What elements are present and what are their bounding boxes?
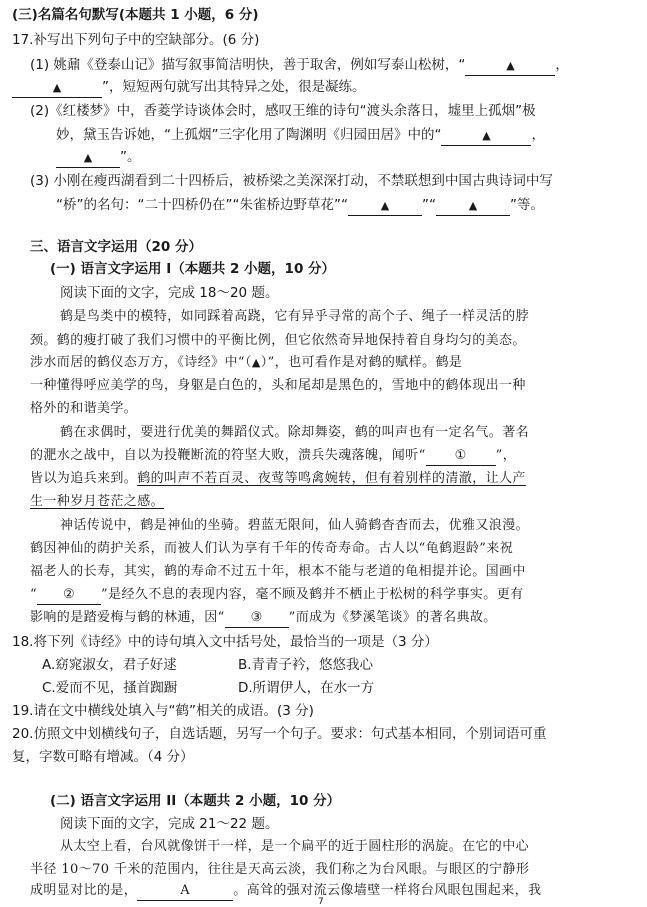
passage-line: 半径 10～70 千米的范围内，往往是天高云淡，我们称之为台风眼。与眼区的宁静形 (30, 862, 530, 877)
q17-item-3-cont: “桥”的名句：“二十四桥仍在”“朱雀桥边野草花”“ ▲ ”“ ▲ ”等。 (56, 196, 544, 216)
subsection-title-2: (二) 语言文字运用 II（本题共 2 小题，10 分） (50, 793, 341, 809)
subsection-intro-2: 阅读下面的文字，完成 21～22 题。 (60, 816, 279, 832)
page-number: 7 (318, 897, 324, 907)
q17-item-3: (3) 小刚在瘦西湖看到二十四桥后，被桥梁之美深深打动，不禁联想到中国古典诗词中写 (30, 173, 553, 189)
passage-line: 一种懂得呼应美学的鸟，身躯是白色的，头和尾却是黑色的，雪地中的鹤体现出一种 (30, 378, 526, 393)
passage-line: 从太空上看，台风就像饼干一样，是一个扁平的近于圆柱形的涡旋。在它的中心 (60, 839, 530, 854)
q17-item-2-cont: 妙，黛玉告诉她，“上孤烟”三字化用了陶渊明《归园田居》中的“ ▲ ， (56, 126, 545, 146)
question-20-stem-cont: 复，字数可略有增减。（4 分） (12, 749, 194, 765)
passage-blank-3[interactable]: ③ (225, 609, 289, 628)
q17-item-1-cont: ▲ ”，短短两句就写出其特异之处，很是凝练。 (12, 78, 366, 98)
question-18-stem: 18.将下列《诗经》中的诗句填入文中括号处，最恰当的一项是（3 分） (12, 634, 438, 650)
q17-item-2: (2)《红楼梦》中，香菱学诗谈体会时，感叹王维的诗句“渡头余落日，墟里上孤烟”极 (30, 103, 536, 119)
passage-line: 格外的和谐美学。 (30, 401, 138, 416)
passage-line: 鹤在求偶时，要进行优美的舞蹈仪式。除却舞姿，鹤的叫声也有一定名气。著名 (60, 425, 530, 440)
passage-line: 鹤因神仙的荫护关系，而被人们认为享有千年的传奇寿命。古人以“龟鹤遐龄”来祝 (30, 541, 514, 556)
passage-blank-a[interactable]: A (137, 882, 233, 901)
option-a[interactable]: A.窈窕淑女，君子好逑 (42, 657, 177, 673)
answer-blank[interactable]: ▲ (441, 126, 531, 146)
passage-line: 皆以为追兵来到。鹤的叫声不若百灵、夜莺等鸣禽婉转，但有着别样的清澈，让人产 (30, 471, 526, 486)
part-title-3: 三、语言文字运用（20 分） (30, 239, 202, 255)
answer-blank[interactable]: ▲ (436, 196, 510, 216)
passage-line: 鹤是鸟类中的模特，如同踩着高跷，它有异乎寻常的高个子、绳子一样灵活的脖 (60, 309, 530, 324)
passage-line: 的淝水之战中，自以为投鞭断流的符坚大败，溃兵失魂落魄，闻听“ ① ”， (30, 447, 516, 466)
subsection-title-1: (一) 语言文字运用 I（本题共 2 小题，10 分） (50, 261, 336, 277)
answer-blank[interactable]: ▲ (56, 148, 120, 168)
passage-line: 颈。鹤的瘦打破了我们习惯中的平衡比例，但它依然奇异地保持着自身均匀的美态。 (30, 333, 526, 348)
underlined-sentence-cont: 生一种岁月苍茫之感。 (30, 494, 165, 509)
passage-line: 福老人的长寿，其实，鹤的寿命不过五十年，根本不能与老道的龟相提并论。国画中 (30, 564, 526, 579)
question-17-stem: 17.补写出下列句子中的空缺部分。(6 分) (12, 32, 260, 48)
option-c[interactable]: C.爱而不见，搔首踟蹰 (42, 680, 178, 696)
answer-blank[interactable]: ▲ (12, 78, 102, 98)
section-title-3: (三)名篇名句默写(本题共 1 小题，6 分) (12, 7, 259, 23)
option-d[interactable]: D.所谓伊人，在水一方 (238, 680, 375, 696)
q17-item-2-end: ▲ ”。 (56, 148, 141, 168)
answer-blank[interactable]: ▲ (465, 56, 555, 76)
question-19-stem: 19.请在文中横线处填入与“鹤”相关的成语。(3 分) (12, 703, 314, 719)
answer-blank[interactable]: ▲ (348, 196, 422, 216)
q18-options-row-2 (42, 679, 374, 697)
passage-line: 成明显对比的是， A 。高耸的强对流云像墙壁一样将台风眼包围起来，我 (30, 882, 541, 901)
passage-line: 涉水而居的鹤仪态万方，《诗经》中“（▲）”，也可看作是对鹤的赋样。鹤是 (30, 355, 463, 370)
q17-item-1: (1) 姚鼐《登泰山记》描写叙事简洁明快，善于取舍，例如写泰山松树，“ ▲ ， (30, 56, 569, 76)
passage-blank-1[interactable]: ① (426, 447, 496, 466)
passage-line: “ ② ”是经久不息的表现内容，毫不顾及鹤并不栖止于松树的科学事实。更有 (30, 586, 524, 605)
passage-blank-2[interactable]: ② (37, 586, 101, 605)
subsection-intro-1: 阅读下面的文字，完成 18～20 题。 (60, 285, 279, 301)
q18-options-row-1 (42, 656, 373, 674)
question-20-stem: 20.仿照文中划横线句子，自选话题，另写一个句子。要求：句式基本相同，个别词语可重 (12, 726, 547, 742)
option-b[interactable]: B.青青子衿，悠悠我心 (238, 657, 374, 673)
underlined-sentence: 鹤的叫声不若百灵、夜莺等鸣禽婉转，但有着别样的清澈，让人产 (137, 471, 526, 486)
passage-line: 神话传说中，鹤是神仙的坐骑。碧蓝无限间，仙人骑鹤杳杳而去，优雅又浪漫。 (60, 518, 530, 533)
passage-line: 影响的是踏爱梅与鹤的林逋，因“ ③ ”而成为《梦溪笔谈》的著名典故。 (30, 609, 497, 628)
